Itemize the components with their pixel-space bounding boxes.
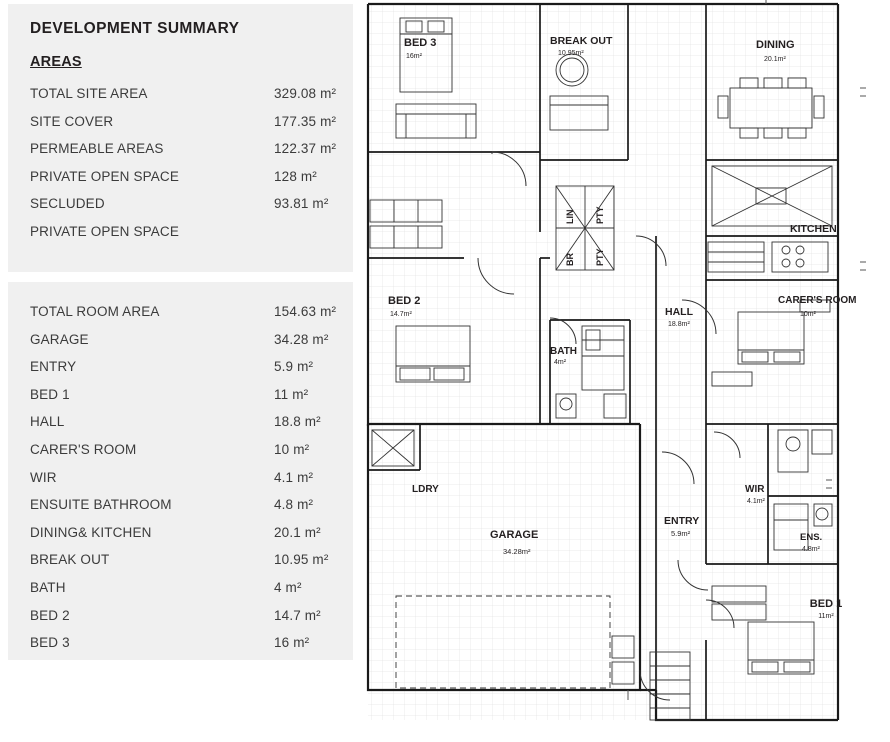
room-label: CARER'S ROOM <box>30 441 137 457</box>
room-label: WIR <box>30 469 57 485</box>
room-label: BATH <box>30 579 66 595</box>
room-label: ENSUITE BATHROOM <box>30 497 172 513</box>
room-value: 4.1 m² <box>274 469 314 485</box>
area-label: SECLUDED <box>30 196 105 211</box>
room-value: 18.8 m² <box>274 414 321 430</box>
room-value: 154.63 m² <box>274 304 337 319</box>
list-item <box>30 574 335 602</box>
room-label: BREAK OUT <box>30 552 110 568</box>
room-label-kitchen: KITCHEN <box>790 223 837 235</box>
room-area-bed3: 16m² <box>406 53 422 60</box>
room-label-ldry: LDRY <box>412 484 439 495</box>
room-value: 16 m² <box>274 635 310 651</box>
list-item <box>30 135 335 163</box>
room-label-dining: DINING <box>756 39 795 51</box>
area-label: SITE COVER <box>30 113 114 129</box>
area-label: PRIVATE OPEN SPACE <box>30 168 179 184</box>
area-value: 122.37 m² <box>274 141 337 156</box>
cupboard-label-lin: LIN <box>565 209 575 224</box>
cupboard-label-pty-upper: PTY <box>595 206 605 224</box>
room-area-dining: 20.1m² <box>764 56 786 63</box>
room-area-break-out: 10.95m² <box>558 50 584 57</box>
room-label-bath: BATH <box>550 346 578 357</box>
list-item <box>30 80 335 108</box>
list-item <box>30 629 335 657</box>
list-item <box>30 546 335 574</box>
room-value: 20.1 m² <box>274 524 321 540</box>
room-area-hall: 18.8m² <box>668 321 690 328</box>
room-label: TOTAL ROOM AREA <box>30 304 160 319</box>
room-label: BED 3 <box>30 635 70 651</box>
list-item <box>30 108 335 136</box>
room-area-wir: 4.1m² <box>747 498 765 505</box>
room-area-entry: 5.9m² <box>671 529 691 538</box>
list-item <box>30 381 335 409</box>
room-label-carers-room: CARER'S ROOM <box>778 295 857 306</box>
room-label: ENTRY <box>30 359 77 375</box>
room-value: 11 m² <box>274 386 309 402</box>
room-label-hall: HALL <box>665 306 693 318</box>
room-label-ens: ENS. <box>800 532 823 543</box>
room-label-bed3: BED 3 <box>404 37 437 49</box>
list-item <box>30 491 335 519</box>
list-item <box>30 519 335 547</box>
room-label: GARAGE <box>30 331 89 347</box>
list-item <box>30 298 335 326</box>
room-value: 34.28 m² <box>274 331 329 347</box>
area-label: PERMEABLE AREAS <box>30 141 164 156</box>
area-value: 128 m² <box>274 168 317 184</box>
room-value: 14.7 m² <box>274 607 321 623</box>
list-item <box>30 326 335 354</box>
room-value: 10 m² <box>274 441 310 457</box>
list-item <box>30 190 335 218</box>
site-areas-panel <box>8 4 353 272</box>
list-item <box>30 353 335 381</box>
list-item <box>30 464 335 492</box>
list-item <box>30 436 335 464</box>
room-value: 4 m² <box>274 579 302 595</box>
room-label-entry: ENTRY <box>664 515 700 527</box>
room-label: BED 2 <box>30 607 70 623</box>
area-label: PRIVATE OPEN SPACE <box>30 223 179 239</box>
room-label: HALL <box>30 414 65 430</box>
area-label: TOTAL SITE AREA <box>30 86 148 101</box>
list-item <box>30 163 335 191</box>
areas-heading: AREAS <box>30 54 82 70</box>
page-title: DEVELOPMENT SUMMARY <box>30 20 240 37</box>
cupboard-label-br: BR <box>565 253 575 266</box>
room-area-garage: 34.28m² <box>503 547 531 556</box>
room-label-bed1: BED 1 <box>809 598 843 610</box>
room-label-bed2: BED 2 <box>388 295 421 307</box>
room-value: 5.9 m² <box>274 359 314 375</box>
room-value: 4.8 m² <box>274 497 314 513</box>
floor-plan-drawing <box>360 0 890 742</box>
room-areas-panel <box>8 282 353 660</box>
room-area-bed1: 11m² <box>818 613 834 620</box>
list-item <box>30 602 335 630</box>
room-label: BED 1 <box>30 386 70 402</box>
area-value: 93.81 m² <box>274 196 329 211</box>
development-summary-panel <box>0 0 356 742</box>
room-label-wir: WIR <box>745 484 765 495</box>
area-value: 329.08 m² <box>274 86 337 101</box>
room-label-garage: GARAGE <box>490 529 539 541</box>
list-item <box>30 408 335 436</box>
room-area-carers-room: 10m² <box>800 311 816 318</box>
room-area-ens: 4.8m² <box>802 546 820 553</box>
cupboard-label-pty-lower: PTY <box>595 248 605 266</box>
room-label-break-out: BREAK OUT <box>550 35 613 47</box>
area-value: 177.35 m² <box>274 113 337 129</box>
list-item <box>30 218 335 246</box>
room-area-bath: 4m² <box>554 359 567 366</box>
room-label: DINING& KITCHEN <box>30 524 152 540</box>
room-area-bed2: 14.7m² <box>390 311 412 318</box>
room-value: 10.95 m² <box>274 552 329 568</box>
